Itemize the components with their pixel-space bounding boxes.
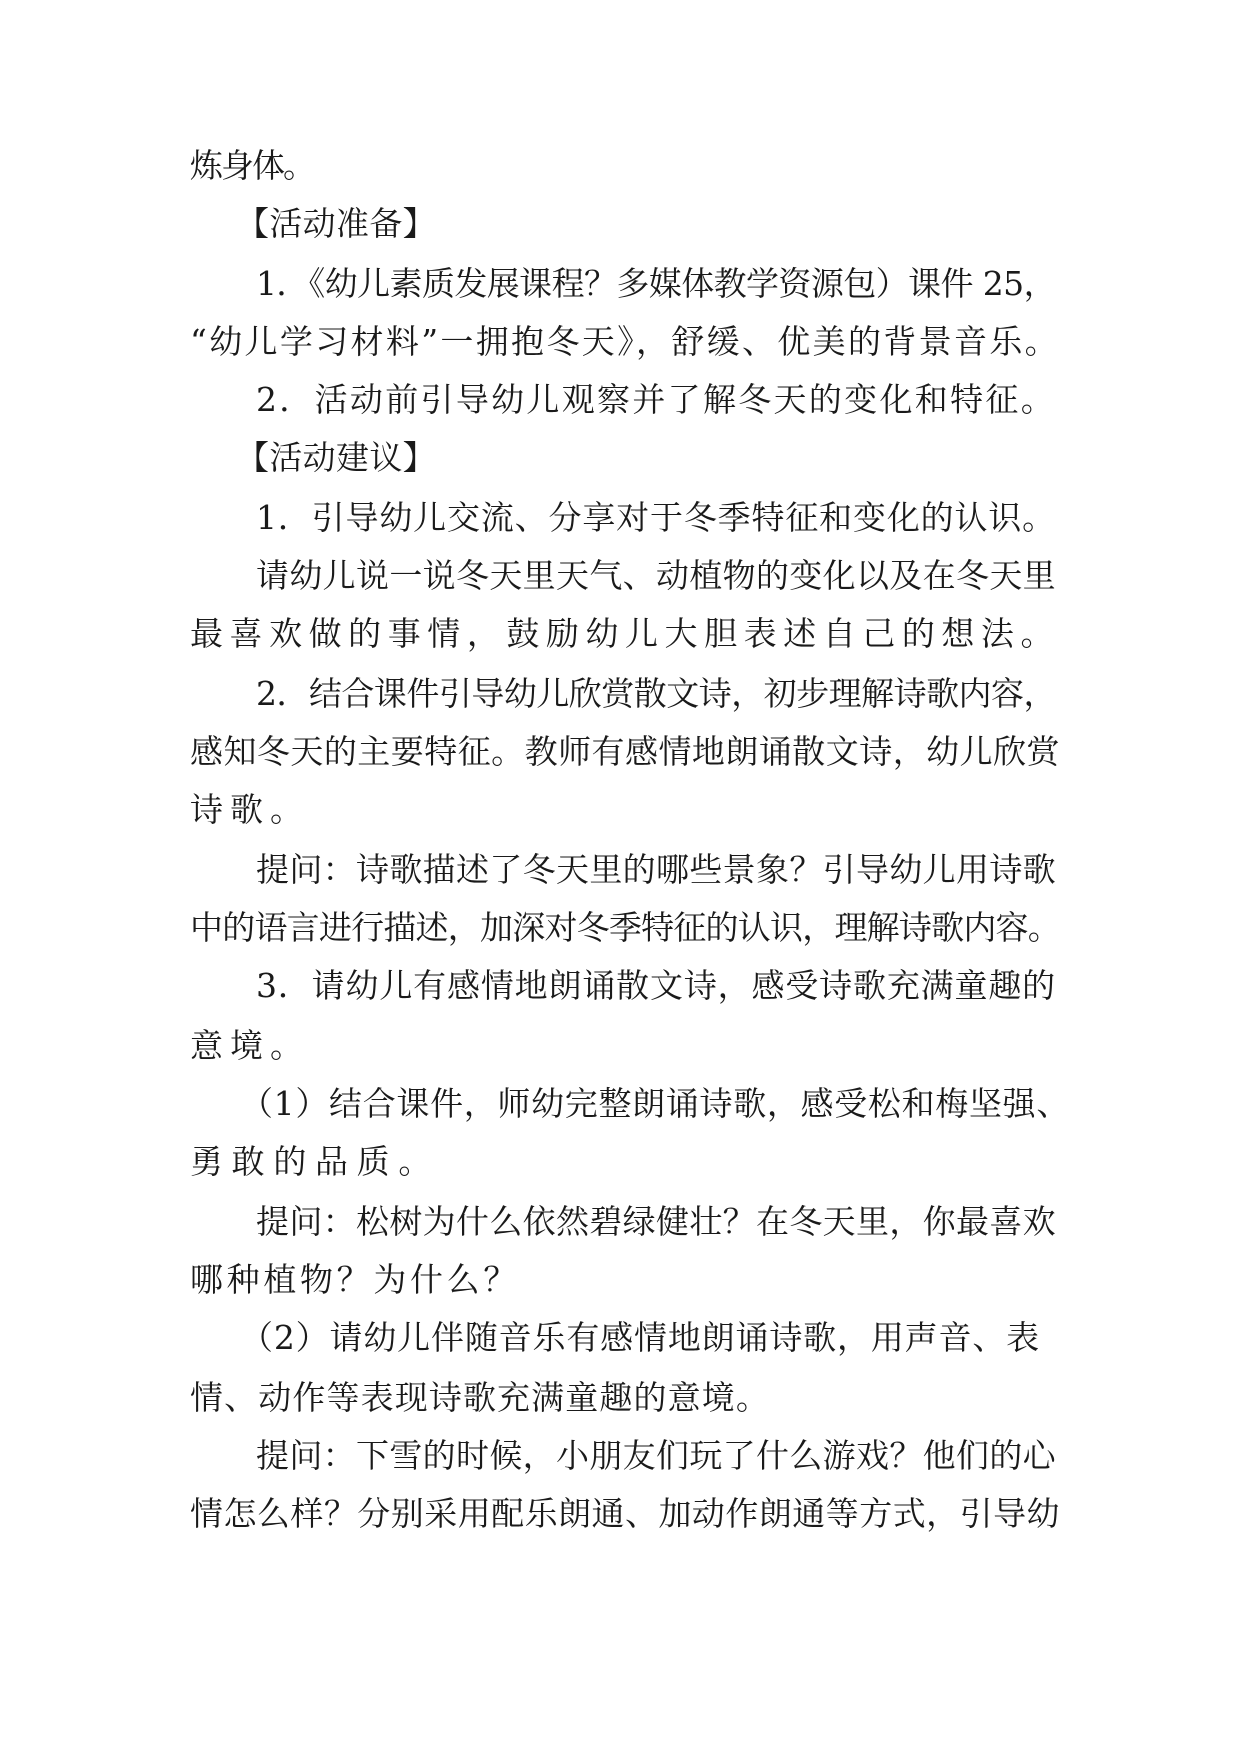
text-line: 3．请幼儿有感情地朗诵散文诗，感受诗歌充满童趣的: [256, 966, 1056, 1005]
text-line: 提问：松树为什么依然碧绿健壮？在冬天里，你最喜欢: [256, 1202, 1056, 1241]
text-line: （1）结合课件，师幼完整朗诵诗歌，感受松和梅坚强、: [240, 1084, 1070, 1123]
text-line: 诗歌。: [190, 790, 310, 829]
text-line: 情、动作等表现诗歌充满童趣的意境。: [190, 1378, 770, 1417]
text-line: 提问：下雪的时候，小朋友们玩了什么游戏？他们的心: [256, 1436, 1056, 1475]
text-line: 意境。: [190, 1026, 310, 1065]
text-line: 感知冬天的主要特征。教师有感情地朗诵散文诗，幼儿欣赏: [190, 732, 1060, 771]
text-line: （2）请幼儿伴随音乐有感情地朗诵诗歌，用声音、表: [240, 1318, 1040, 1357]
text-line: 1．引导幼儿交流、分享对于冬季特征和变化的认识。: [256, 498, 1056, 537]
text-line: 最喜欢做的事情，鼓励幼儿大胆表述自己的想法。: [190, 614, 1060, 653]
text-line: 1．《幼儿素质发展课程？多媒体教学资源包）课件 25，: [256, 264, 1056, 303]
section-heading: 【活动准备】: [236, 204, 436, 243]
text-line: 哪种植物？为什么？: [190, 1260, 520, 1299]
text-line: 炼身体。: [190, 146, 314, 185]
text-line: “幼儿学习材料”一拥抱冬天》，舒缓、优美的背景音乐。: [190, 322, 1060, 361]
text-line: 2．活动前引导幼儿观察并了解冬天的变化和特征。: [256, 380, 1056, 419]
text-line: 请幼儿说一说冬天里天气、动植物的变化以及在冬天里: [256, 556, 1056, 595]
text-line: 中的语言进行描述，加深对冬季特征的认识，理解诗歌内容。: [190, 908, 1061, 947]
text-line: 勇敢的品质。: [190, 1142, 440, 1181]
text-line: 2．结合课件引导幼儿欣赏散文诗，初步理解诗歌内容，: [256, 674, 1056, 713]
text-line: 情怎么样？分别采用配乐朗通、加动作朗通等方式，引导幼: [190, 1494, 1060, 1533]
text-line: 提问：诗歌描述了冬天里的哪些景象？引导幼儿用诗歌: [256, 850, 1056, 889]
section-heading: 【活动建议】: [236, 438, 436, 477]
